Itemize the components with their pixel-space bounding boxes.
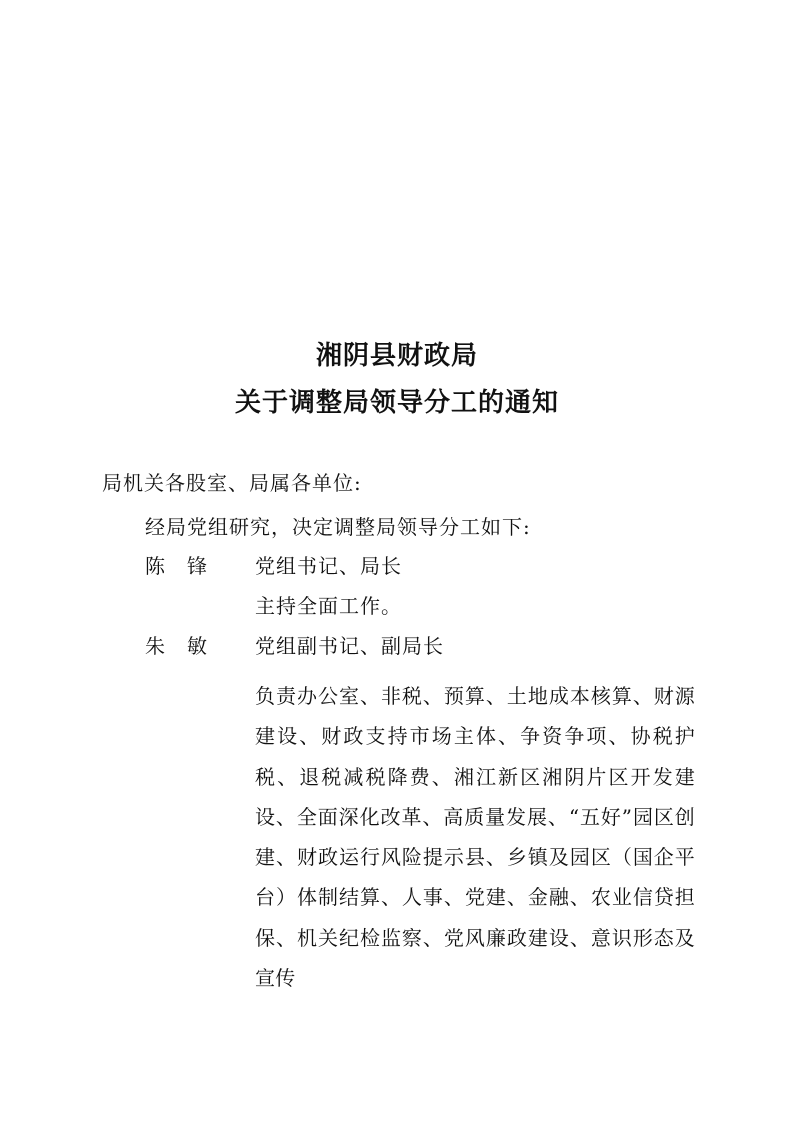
leader-name-zhu-min xyxy=(145,636,207,656)
salutation: 局机关各股室、局属各单位: xyxy=(102,471,362,495)
document-title-line-1: 湘阴县财政局 xyxy=(315,341,478,371)
document-title-line-2: 关于调整局领导分工的通知 xyxy=(234,388,559,418)
leader-position: 党组副书记、副局长 xyxy=(255,634,444,658)
leader-name-chen-feng xyxy=(145,556,207,576)
leader-name-char: 锋 xyxy=(187,554,207,578)
leader-position: 党组书记、局长 xyxy=(255,554,402,578)
intro-paragraph: 经局党组研究，决定调整局领导分工如下: xyxy=(145,515,531,539)
leader-name-char: 敏 xyxy=(187,634,207,658)
leader-name-char: 陈 xyxy=(145,554,165,578)
leader-name-char: 朱 xyxy=(145,634,165,658)
leader-duty: 主持全面工作。 xyxy=(255,594,402,618)
leader-duty-paragraph: 负责办公室、非税、预算、土地成本核算、财源建设、财政支持市场主体、争资争项、协税护税、退税减税降费、湘江新区湘阴片区开发建设、全面深化改革、高质量发展、“五好”园区创建、财政运行风险提示县、乡镇及园区（国企平台）体制结算、人事、党建、金融、农业信贷担保、机关纪检监察、党风廉政建设、意识形态及宣传 xyxy=(255,684,695,991)
